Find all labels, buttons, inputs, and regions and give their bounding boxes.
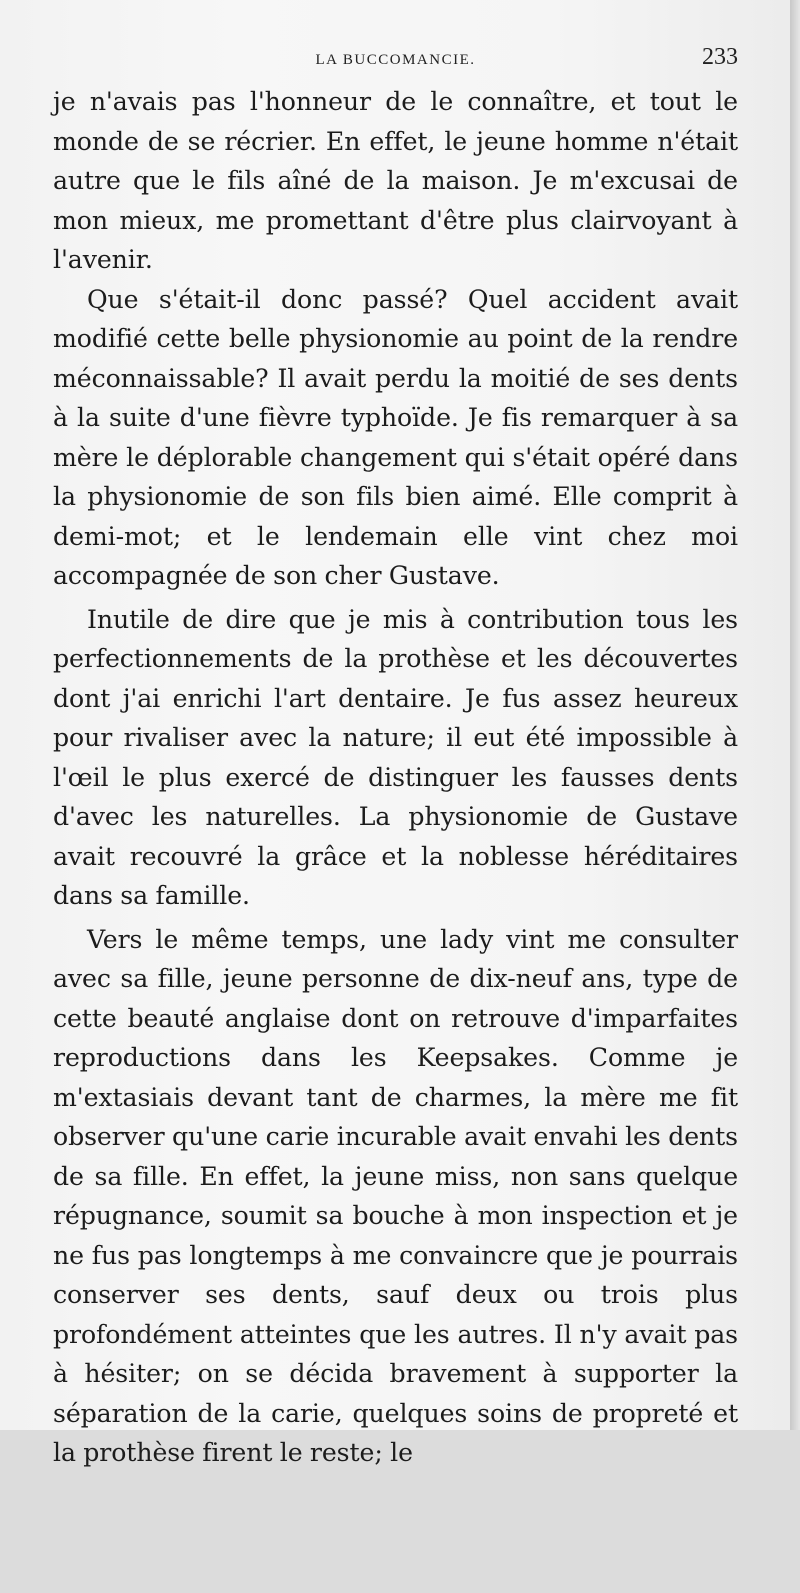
running-head xyxy=(53,42,738,82)
body-text xyxy=(53,82,738,1473)
paragraph-4: Vers le même temps, une lady vint me consulter avec sa fille, jeune personne de dix-neuf ans, type de cette beauté anglaise dont on retrouve d'imparfaites reproductions dans les Keepsakes. Comme je m'extasiais devant tant de charmes, la mère me fit observer qu'une carie incurable avait envahi les dents de sa fille. En effet, la jeune miss, non sans quelque répugnance, soumit sa bouche à mon inspection et je ne fus pas longtemps à me convaincre que je pourrais conserver ses dents, sauf deux ou trois plus profondément atteintes que les autres. Il n'y avait pas à hésiter; on se décida bravement à supporter la séparation de la carie, quelques soins de propreté et la prothèse firent le reste; le xyxy=(53,924,738,1467)
paragraph-2: Que s'était-il donc passé? Quel accident avait modifié cette belle physionomie au point de la rendre méconnaissable? Il avait perdu la moitié de ses dents à la suite d'une fièvre typhoïde. Je fis remarquer à sa mère le déplorable changement qui s'était opéré dans la physionomie de son fils bien aimé. Elle comprit à demi-mot; et le lendemain elle vint chez moi accompagnée de son cher Gustave. xyxy=(53,284,738,590)
bottom-margin xyxy=(53,1473,738,1593)
page-number: 233 xyxy=(702,44,738,70)
paragraph-1: je n'avais pas l'honneur de le connaître, et tout le monde de se récrier. En effet, le jeune homme n'était autre que le fils aîné de la maison. Je m'excusai de mon mieux, me promettant d'être plus clairvoyant à l'avenir. xyxy=(53,87,738,274)
running-title: LA BUCCOMANCIE. xyxy=(315,52,476,68)
paragraph-3: Inutile de dire que je mis à contribution tous les perfectionnements de la prothèse et les découvertes dont j'ai enrichi l'art dentaire. Je fus assez heureux pour rivaliser avec la nature; il eut été impossible à l'œil le plus exercé de distinguer les fausses dents d'avec les naturelles. La physionomie de Gustave avait recouvré la grâce et la noblesse héréditaires dans sa famille. xyxy=(53,604,738,910)
